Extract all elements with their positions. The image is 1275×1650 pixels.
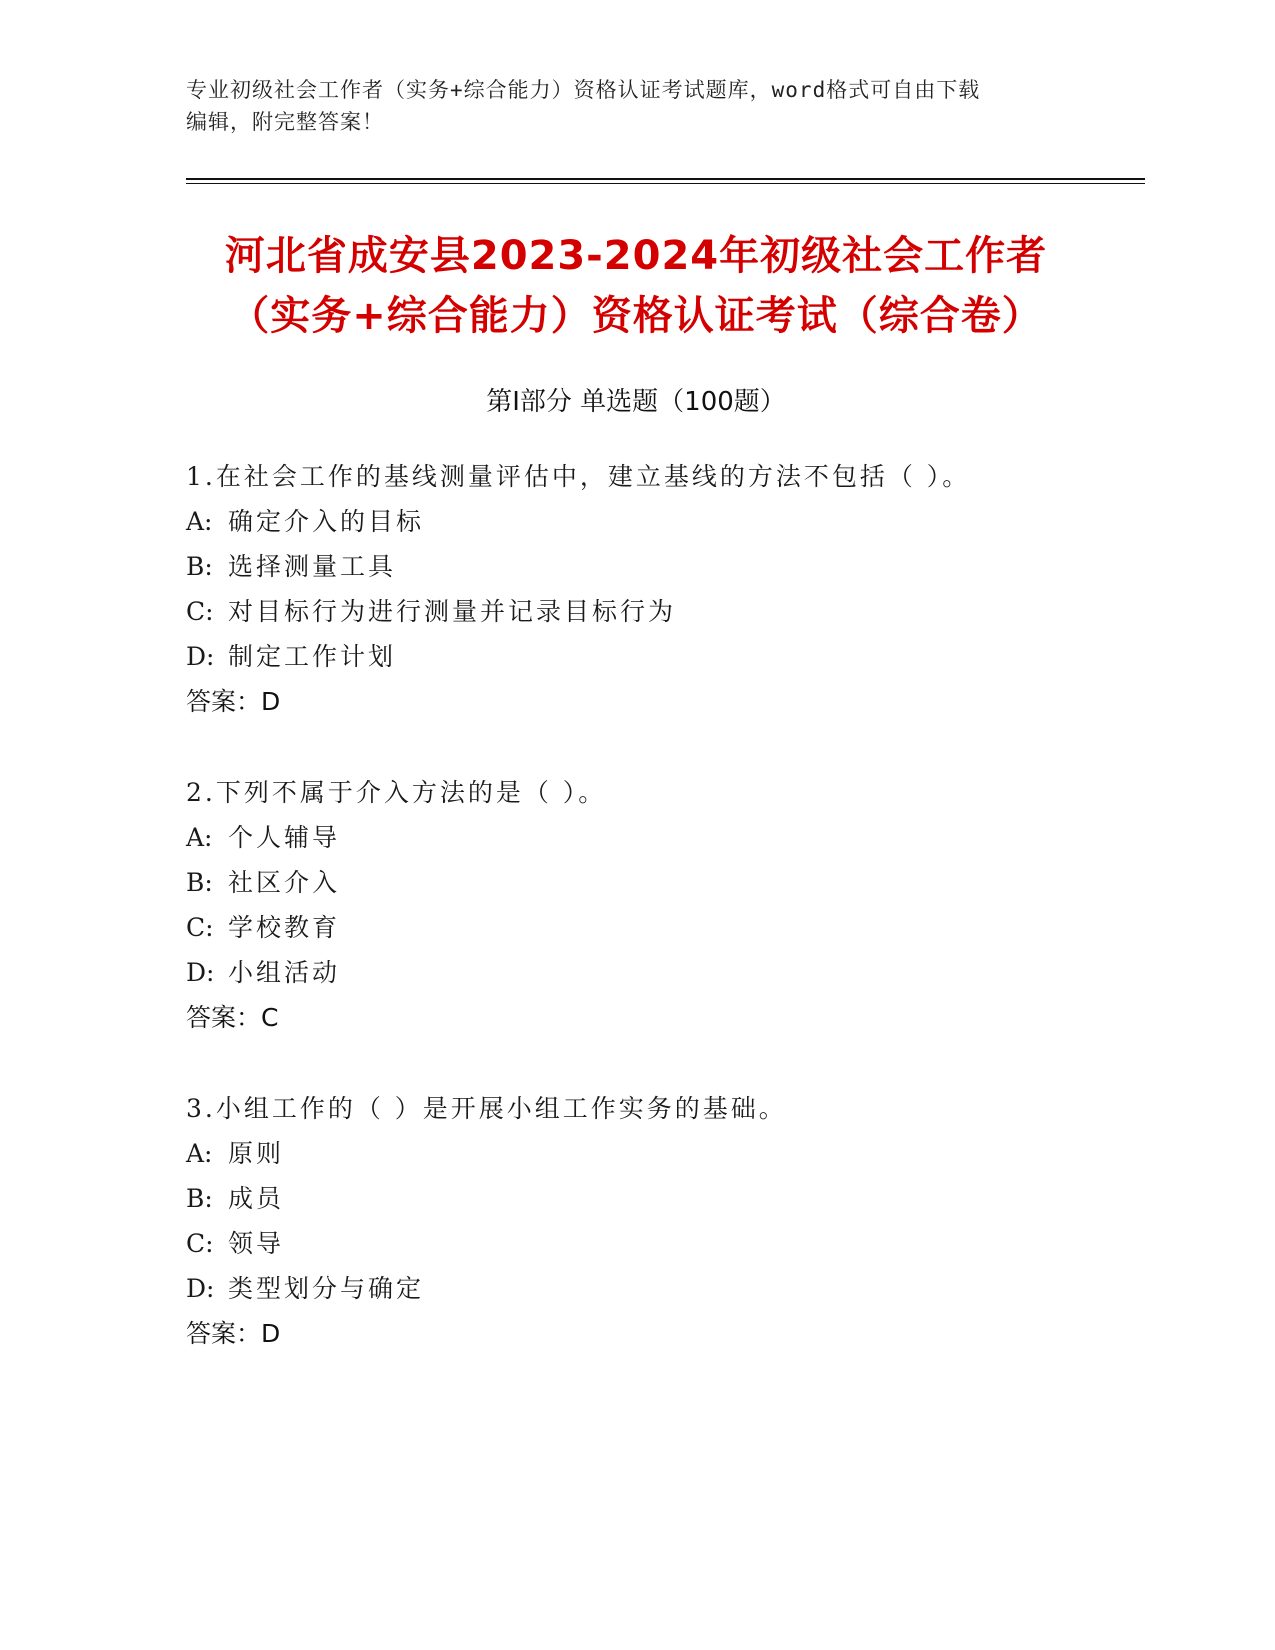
option-text: 小组活动 [228,958,341,987]
option-text: 对目标行为进行测量并记录目标行为 [228,597,677,626]
option-b [186,544,1146,589]
option-letter: C: [186,913,214,942]
question-stem: 1.在社会工作的基线测量评估中，建立基线的方法不包括（ ）。 [186,462,971,491]
option-text: 确定介入的目标 [228,507,425,536]
option-letter: B: [186,552,213,581]
option-text: 选择测量工具 [228,552,397,581]
option-letter: D: [186,642,215,671]
option-c [186,589,1146,634]
header-divider-thick [186,178,1145,180]
option-letter: B: [186,1184,213,1213]
option-d [186,1266,1146,1311]
option-text: 学校教育 [228,913,341,942]
option-letter: C: [186,1229,214,1258]
option-d [186,950,1146,995]
option-text: 领导 [228,1229,285,1258]
option-text: 制定工作计划 [228,642,397,671]
header-note-line-1: 专业初级社会工作者（实务+综合能力）资格认证考试题库，word格式可自由下载 [186,78,981,102]
option-letter: C: [186,597,214,626]
header-divider-thin [186,183,1145,184]
document-title-line-2: （实务+综合能力）资格认证考试（综合卷） [229,293,1043,339]
option-letter: B: [186,868,213,897]
option-letter: A: [186,1139,213,1168]
question-2 [186,770,1146,1040]
option-a [186,815,1146,860]
question-3 [186,1086,1146,1356]
header-note-line-2: 编辑，附完整答案！ [186,110,384,134]
option-letter: A: [186,823,213,852]
question-1 [186,454,1146,724]
option-b [186,1176,1146,1221]
option-a [186,1131,1146,1176]
document-title-line-1: 河北省成安县2023-2024年初级社会工作者 [224,233,1048,279]
document-title [186,226,1086,346]
option-c [186,905,1146,950]
answer-line: 答案：D [186,1319,281,1348]
option-letter: D: [186,958,215,987]
question-stem: 3.小组工作的（ ）是开展小组工作实务的基础。 [186,1094,787,1123]
option-text: 成员 [228,1184,285,1213]
option-a [186,499,1146,544]
option-text: 原则 [228,1139,285,1168]
header-note [186,74,1086,138]
option-letter: A: [186,507,213,536]
answer-line: 答案：C [186,1003,279,1032]
option-b [186,860,1146,905]
option-d [186,634,1146,679]
answer-line: 答案：D [186,687,281,716]
option-text: 社区介入 [228,868,341,897]
question-stem: 2.下列不属于介入方法的是（ ）。 [186,778,607,807]
option-text: 个人辅导 [228,823,341,852]
section-heading: 第Ⅰ部分 单选题（100题） [486,387,786,417]
option-c [186,1221,1146,1266]
option-text: 类型划分与确定 [228,1274,425,1303]
option-letter: D: [186,1274,215,1303]
